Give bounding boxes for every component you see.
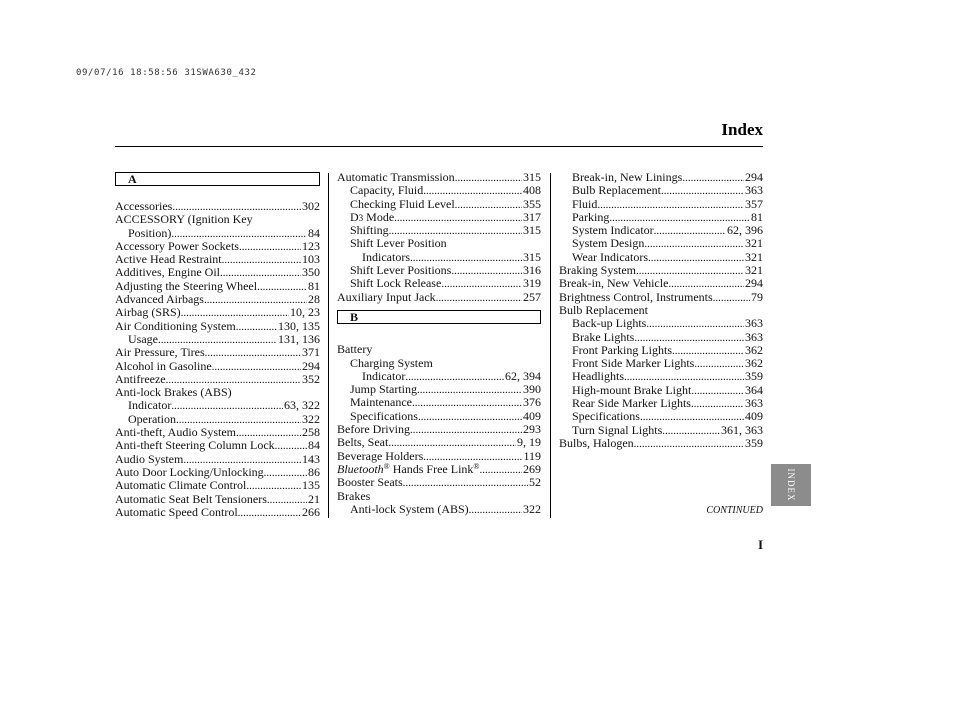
index-entry[interactable]: Automatic Transmission ..... 315: [337, 171, 541, 184]
index-entry[interactable]: Air Pressure, Tires ..... 371: [115, 346, 320, 359]
index-entry: Battery: [337, 342, 373, 357]
index-entry[interactable]: Automatic Speed Control ..... 266: [115, 506, 320, 519]
index-entry[interactable]: Antifreeze ..... 352: [115, 373, 320, 386]
index-entry[interactable]: Bulbs, Halogen ..... 359: [559, 437, 763, 450]
index-entry[interactable]: Break-in, New Vehicle ..... 294: [559, 277, 763, 290]
index-entry[interactable]: Indicator ..... 62, 394: [337, 370, 541, 383]
column-divider: [550, 173, 551, 518]
index-entry[interactable]: Anti-theft, Audio System ..... 258: [115, 426, 320, 439]
entry-list-a-continued: [337, 171, 541, 304]
index-entry[interactable]: Brightness Control, Instruments ..... 79: [559, 291, 763, 304]
index-entry[interactable]: Bluetooth® Hands Free Link® ..... 269: [337, 463, 541, 476]
index-entry[interactable]: Automatic Seat Belt Tensioners ..... 21: [115, 493, 320, 506]
index-entry[interactable]: Bulb Replacement ..... 363: [559, 184, 763, 197]
index-entry[interactable]: System Indicator ..... 62, 396: [559, 224, 763, 237]
index-entry[interactable]: Specifications ..... 409: [337, 410, 541, 423]
entry-list-a: [115, 200, 320, 519]
index-entry[interactable]: Booster Seats ..... 52: [337, 476, 541, 489]
index-entry[interactable]: Jump Starting ..... 390: [337, 383, 541, 396]
index-entry[interactable]: Specifications ..... 409: [559, 410, 763, 423]
index-entry[interactable]: Usage ..... 131, 136: [115, 333, 320, 346]
index-entry: Anti-lock Brakes (ABS): [115, 385, 232, 400]
index-entry[interactable]: Automatic Climate Control ..... 135: [115, 479, 320, 492]
index-entry: ACCESSORY (Ignition Key: [115, 212, 253, 227]
index-entry[interactable]: Checking Fluid Level ..... 355: [337, 198, 541, 211]
print-timestamp: 09/07/16 18:58:56 31SWA630_432: [76, 68, 257, 78]
index-entry[interactable]: Shifting ..... 315: [337, 224, 541, 237]
index-column-1: [115, 171, 320, 519]
index-entry[interactable]: Accessory Power Sockets ..... 123: [115, 240, 320, 253]
index-entry[interactable]: Braking System ..... 321: [559, 264, 763, 277]
index-column-3: [559, 171, 763, 450]
index-side-tab[interactable]: [771, 464, 811, 506]
index-entry[interactable]: Front Side Marker Lights ..... 362: [559, 357, 763, 370]
side-tab-label: INDEX: [786, 468, 796, 502]
index-entry[interactable]: Accessories ..... 302: [115, 200, 320, 213]
index-entry[interactable]: Shift Lever Positions ..... 316: [337, 264, 541, 277]
index-entry: Charging System: [350, 355, 433, 370]
index-entry: Shift Lever Position: [350, 236, 447, 251]
index-entry[interactable]: Break-in, New Linings ..... 294: [559, 171, 763, 184]
index-entry[interactable]: Position) ..... 84: [115, 227, 320, 240]
index-entry[interactable]: Headlights ..... 359: [559, 370, 763, 383]
index-entry[interactable]: Beverage Holders ..... 119: [337, 450, 541, 463]
index-entry[interactable]: Additives, Engine Oil ..... 350: [115, 266, 320, 279]
index-entry[interactable]: Before Driving ..... 293: [337, 423, 541, 436]
index-entry[interactable]: Indicators ..... 315: [337, 251, 541, 264]
index-entry: Bulb Replacement: [559, 302, 648, 317]
entry-list-b-continued: [559, 171, 763, 450]
index-entry[interactable]: Anti-lock System (ABS) ..... 322: [337, 503, 541, 516]
index-entry[interactable]: Adjusting the Steering Wheel ..... 81: [115, 280, 320, 293]
index-entry[interactable]: Operation ..... 322: [115, 413, 320, 426]
index-entry[interactable]: Active Head Restraint ..... 103: [115, 253, 320, 266]
index-entry[interactable]: Front Parking Lights ..... 362: [559, 344, 763, 357]
section-letter-b: B: [337, 310, 541, 324]
index-entry[interactable]: D3 Mode ..... 317: [337, 211, 541, 224]
column-divider: [328, 173, 329, 518]
index-entry[interactable]: System Design ..... 321: [559, 237, 763, 250]
index-entry[interactable]: Turn Signal Lights ..... 361, 363: [559, 424, 763, 437]
index-entry[interactable]: Fluid ..... 357: [559, 198, 763, 211]
index-entry[interactable]: Alcohol in Gasoline ..... 294: [115, 360, 320, 373]
index-entry[interactable]: Wear Indicators ..... 321: [559, 251, 763, 264]
index-entry[interactable]: Air Conditioning System ..... 130, 135: [115, 320, 320, 333]
index-entry[interactable]: Rear Side Marker Lights ..... 363: [559, 397, 763, 410]
title-rule: [115, 146, 763, 147]
index-entry[interactable]: Audio System ..... 143: [115, 453, 320, 466]
index-entry[interactable]: Shift Lock Release ..... 319: [337, 277, 541, 290]
index-entry[interactable]: Capacity, Fluid ..... 408: [337, 184, 541, 197]
page-number: I: [758, 537, 764, 552]
page-title: Index: [721, 120, 763, 139]
index-entry[interactable]: Brake Lights ..... 363: [559, 331, 763, 344]
index-entry[interactable]: Maintenance ..... 376: [337, 396, 541, 409]
index-entry[interactable]: Airbag (SRS) ..... 10, 23: [115, 306, 320, 319]
index-entry[interactable]: Advanced Airbags ..... 28: [115, 293, 320, 306]
index-column-2: [337, 171, 541, 516]
index-entry[interactable]: High-mount Brake Light ..... 364: [559, 384, 763, 397]
index-entry[interactable]: Indicator ..... 63, 322: [115, 399, 320, 412]
index-entry: Brakes: [337, 488, 371, 503]
section-letter-a: A: [115, 172, 320, 186]
index-entry[interactable]: Back-up Lights ..... 363: [559, 317, 763, 330]
index-entry[interactable]: Auxiliary Input Jack ..... 257: [337, 291, 541, 304]
continued-note: CONTINUED: [706, 505, 763, 516]
index-entry[interactable]: Anti-theft Steering Column Lock ..... 84: [115, 439, 320, 452]
index-entry[interactable]: Auto Door Locking/Unlocking ..... 86: [115, 466, 320, 479]
index-entry[interactable]: Belts, Seat ..... 9, 19: [337, 436, 541, 449]
entry-list-b: [337, 343, 541, 516]
index-entry[interactable]: Parking ..... 81: [559, 211, 763, 224]
